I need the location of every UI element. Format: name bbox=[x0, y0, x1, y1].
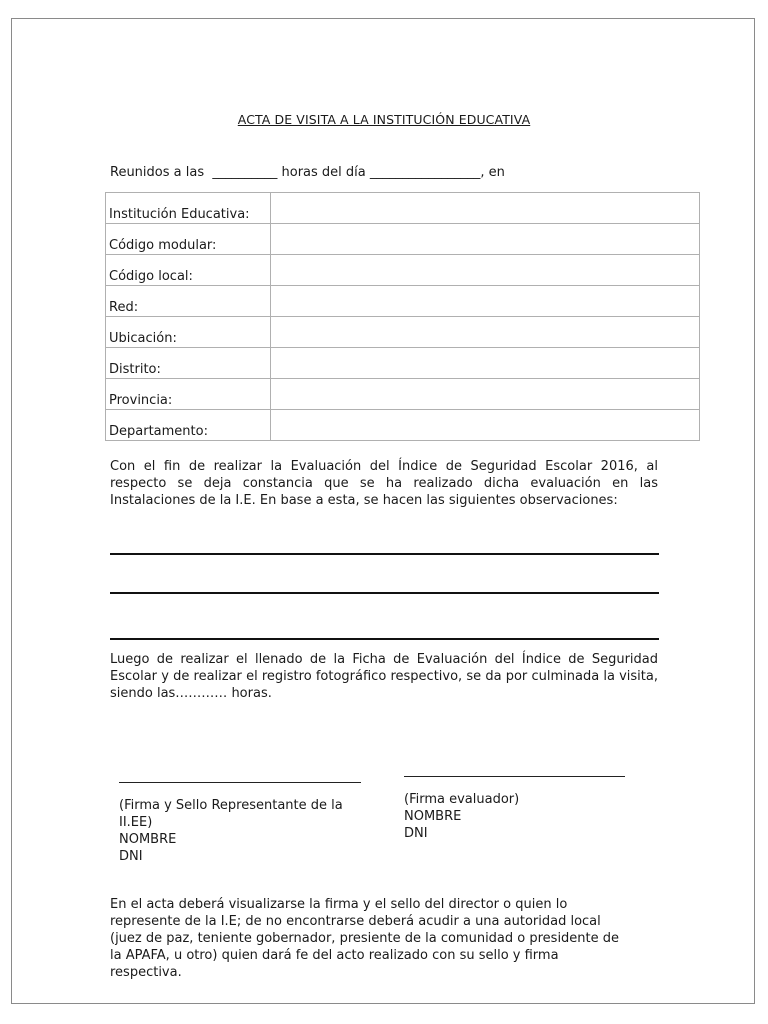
table-row bbox=[106, 193, 700, 224]
signature-name-label: NOMBRE bbox=[119, 832, 177, 847]
institution-info-table bbox=[105, 192, 700, 441]
table-row bbox=[106, 348, 700, 379]
row-value[interactable] bbox=[271, 193, 700, 224]
row-label: Distrito: bbox=[106, 348, 271, 379]
observation-line[interactable] bbox=[110, 592, 659, 594]
row-value[interactable] bbox=[271, 410, 700, 441]
signature-id-label: DNI bbox=[119, 849, 143, 864]
row-value[interactable] bbox=[271, 379, 700, 410]
row-label: Institución Educativa: bbox=[106, 193, 271, 224]
row-label: Ubicación: bbox=[106, 317, 271, 348]
row-value[interactable] bbox=[271, 255, 700, 286]
signature-caption: (Firma y Sello Representante de la II.EE) bbox=[119, 798, 343, 830]
document-title: ACTA DE VISITA A LA INSTITUCIÓN EDUCATIVA bbox=[237, 112, 531, 127]
table-row bbox=[106, 286, 700, 317]
row-label: Provincia: bbox=[106, 379, 271, 410]
row-value[interactable] bbox=[271, 224, 700, 255]
footer-note: En el acta deberá visualizarse la firma y el sello del director o quien lo represente de la I.E; de no encontrarse deberá acudir a una autoridad local (juez de paz, teniente gobernador, presiente de la comunidad o presidente de la APAFA, u otro) quien dará fe del acto realizado con su sello y firma respectiva. bbox=[110, 897, 620, 980]
table-row bbox=[106, 224, 700, 255]
evaluation-paragraph: Con el fin de realizar la Evaluación del Índice de Seguridad Escolar 2016, al respecto se deja constancia que se ha realizado dicha evaluación en las Instalaciones de la I.E. En base a esta, se hacen las siguientes observaciones: bbox=[110, 459, 658, 508]
row-value[interactable] bbox=[271, 348, 700, 379]
observation-line[interactable] bbox=[110, 553, 659, 555]
signature-block-representative bbox=[119, 782, 361, 865]
closing-paragraph: Luego de realizar el llenado de la Ficha de Evaluación del Índice de Seguridad Escolar y de realizar el registro fotográfico respectivo, se da por culminada la visita, siendo las………… horas. bbox=[110, 652, 658, 701]
table-row bbox=[106, 379, 700, 410]
signature-block-evaluator bbox=[404, 776, 625, 842]
row-value[interactable] bbox=[271, 286, 700, 317]
row-label: Departamento: bbox=[106, 410, 271, 441]
table-row bbox=[106, 317, 700, 348]
signature-name-label: NOMBRE bbox=[404, 809, 462, 824]
intro-line: Reunidos a las __________ horas del día _________________, en bbox=[110, 165, 505, 180]
signature-line[interactable] bbox=[119, 782, 361, 783]
table-row bbox=[106, 255, 700, 286]
row-label: Código modular: bbox=[106, 224, 271, 255]
row-label: Red: bbox=[106, 286, 271, 317]
signature-id-label: DNI bbox=[404, 826, 428, 841]
signature-line[interactable] bbox=[404, 776, 625, 777]
observation-line[interactable] bbox=[110, 638, 659, 640]
signature-caption: (Firma evaluador) bbox=[404, 792, 520, 807]
row-label: Código local: bbox=[106, 255, 271, 286]
table-row bbox=[106, 410, 700, 441]
row-value[interactable] bbox=[271, 317, 700, 348]
